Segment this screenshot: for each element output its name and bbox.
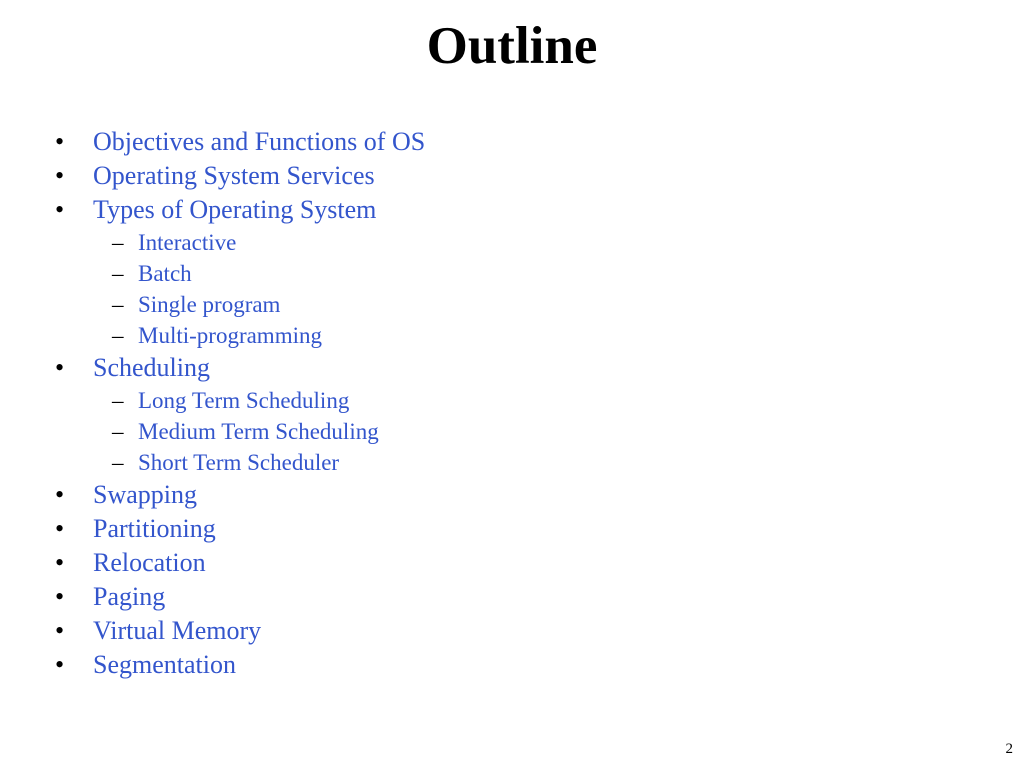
outline-item <box>0 648 1024 682</box>
slide-title: Outline <box>426 17 598 75</box>
bullet-icon: • <box>55 127 65 156</box>
dash-icon: – <box>112 419 124 444</box>
outline-subitem-label: Medium Term Scheduling <box>138 419 379 444</box>
dash-icon: – <box>112 292 124 317</box>
outline-item <box>0 546 1024 580</box>
page-number: 2 <box>1005 741 1013 757</box>
outline-item-label: Partitioning <box>93 514 216 543</box>
outline-item-label: Relocation <box>93 548 206 577</box>
bullet-icon: • <box>55 548 65 577</box>
bullet-icon: • <box>55 650 65 679</box>
dash-icon: – <box>112 450 124 475</box>
outline-subitem-label: Single program <box>138 292 281 317</box>
outline-subitem-label: Batch <box>138 261 192 286</box>
outline-item-label: Objectives and Functions of OS <box>93 127 426 156</box>
outline-item-label: Swapping <box>93 480 197 509</box>
outline-item <box>0 580 1024 614</box>
outline-subitem <box>0 289 1024 320</box>
outline-list <box>0 125 1024 682</box>
outline-subitem <box>0 385 1024 416</box>
bullet-icon: • <box>55 195 65 224</box>
dash-icon: – <box>112 230 124 255</box>
bullet-icon: • <box>55 514 65 543</box>
bullet-icon: • <box>55 616 65 645</box>
outline-item-label: Scheduling <box>93 353 210 382</box>
outline-item <box>0 159 1024 193</box>
bullet-icon: • <box>55 353 65 382</box>
outline-item-label: Virtual Memory <box>93 616 262 645</box>
dash-icon: – <box>112 388 124 413</box>
outline-item <box>0 125 1024 159</box>
outline-subitem-label: Long Term Scheduling <box>138 388 350 413</box>
outline-subitem-label: Interactive <box>138 230 237 255</box>
outline-subitem-label: Short Term Scheduler <box>138 450 340 475</box>
outline-item <box>0 614 1024 648</box>
outline-item <box>0 512 1024 546</box>
outline-subitem <box>0 227 1024 258</box>
outline-subitem <box>0 258 1024 289</box>
outline-item <box>0 193 1024 227</box>
outline-subitem <box>0 416 1024 447</box>
outline-subitem <box>0 320 1024 351</box>
bullet-icon: • <box>55 480 65 509</box>
dash-icon: – <box>112 261 124 286</box>
outline-subitem <box>0 447 1024 478</box>
outline-item-label: Segmentation <box>93 650 236 679</box>
outline-subitem-label: Multi-programming <box>138 323 322 348</box>
outline-item-label: Operating System Services <box>93 161 375 190</box>
outline-item-label: Types of Operating System <box>93 195 377 224</box>
outline-item-label: Paging <box>93 582 166 611</box>
bullet-icon: • <box>55 161 65 190</box>
dash-icon: – <box>112 323 124 348</box>
bullet-icon: • <box>55 582 65 611</box>
outline-item <box>0 351 1024 385</box>
outline-item <box>0 478 1024 512</box>
